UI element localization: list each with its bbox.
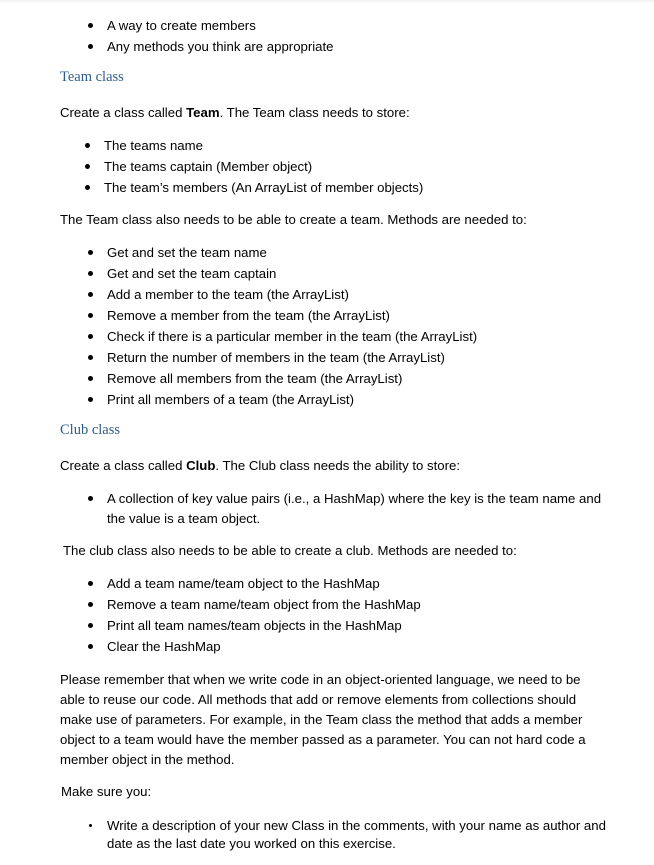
team-intro-suffix: . The Team class needs to store:: [219, 105, 410, 120]
bullet: [88, 23, 93, 28]
paragraph-line: make use of parameters. For example, in the Team class the method that adds a member: [60, 712, 583, 727]
paragraph-line: member object in the method.: [60, 752, 235, 767]
list-item: Print all team names/team objects in the HashMap: [107, 618, 402, 633]
bullet: [88, 496, 93, 501]
bullet: [85, 164, 90, 169]
bullet: [88, 581, 93, 586]
list-item: A way to create members: [107, 18, 256, 33]
list-item: Remove a team name/team object from the HashMap: [107, 597, 421, 612]
club-intro-suffix: . The Club class needs the ability to store:: [215, 458, 460, 473]
bullet: [88, 44, 93, 49]
club-class-heading: Club class: [60, 422, 121, 438]
bullet: [88, 334, 93, 339]
team-class-heading: Team class: [60, 69, 124, 85]
list-item: Get and set the team name: [107, 245, 267, 260]
bullet: [88, 250, 93, 255]
bullet: [85, 143, 90, 148]
list-item: Print all members of a team (the ArrayList): [107, 392, 354, 407]
list-item: Remove all members from the team (the ArrayList): [107, 371, 403, 386]
bullet: [88, 623, 93, 628]
team-intro-bold: Team: [186, 105, 220, 120]
make-sure-label: Make sure you:: [61, 784, 152, 799]
bullet: [88, 292, 93, 297]
list-item: Any methods you think are appropriate: [107, 39, 334, 54]
list-item-line: A collection of key value pairs (i.e., a HashMap) where the key is the team name and: [107, 491, 602, 506]
bullet: [88, 644, 93, 649]
list-item-line: the value is a team object.: [107, 511, 261, 526]
list-item-line: date as the last date you worked on this exercise.: [107, 836, 396, 851]
bullet: [88, 271, 93, 276]
paragraph-line: Please remember that when we write code in an object-oriented language, we need to be: [60, 672, 581, 687]
paragraph-line: able to reuse our code. All methods that add or remove elements from collections should: [60, 692, 577, 707]
paragraph-line: object to a team would have the member passed as a parameter. You can not hard code a: [60, 732, 586, 747]
list-item: Remove a member from the team (the ArrayList): [107, 308, 390, 323]
team-intro-prefix: Create a class called: [60, 105, 187, 120]
club-methods-intro: The club class also needs to be able to create a club. Methods are needed to:: [63, 543, 517, 558]
club-intro-prefix: Create a class called: [60, 458, 187, 473]
list-item: Check if there is a particular member in the team (the ArrayList): [107, 329, 478, 344]
bullet: [89, 824, 92, 827]
bullet: [85, 185, 90, 190]
team-methods-intro: The Team class also needs to be able to create a team. Methods are needed to:: [60, 212, 527, 227]
club-intro-bold: Club: [186, 458, 216, 473]
list-item: Return the number of members in the team (the ArrayList): [107, 350, 445, 365]
list-item: Clear the HashMap: [107, 639, 221, 654]
bullet: [88, 397, 93, 402]
list-item: The teams captain (Member object): [104, 159, 313, 174]
team-intro: [60, 104, 410, 121]
bullet: [88, 602, 93, 607]
bullet: [88, 313, 93, 318]
list-item-line: Write a description of your new Class in the comments, with your name as author and: [107, 818, 606, 833]
list-item: The teams name: [104, 138, 203, 153]
list-item: Get and set the team captain: [107, 266, 277, 281]
bullet: [88, 376, 93, 381]
list-item: The team’s members (An ArrayList of member objects): [104, 180, 424, 195]
list-item: Add a team name/team object to the HashMap: [107, 576, 380, 591]
list-item: Add a member to the team (the ArrayList): [107, 287, 349, 302]
page-top-edge: [0, 0, 654, 4]
bullet: [88, 355, 93, 360]
club-intro: [60, 457, 460, 474]
